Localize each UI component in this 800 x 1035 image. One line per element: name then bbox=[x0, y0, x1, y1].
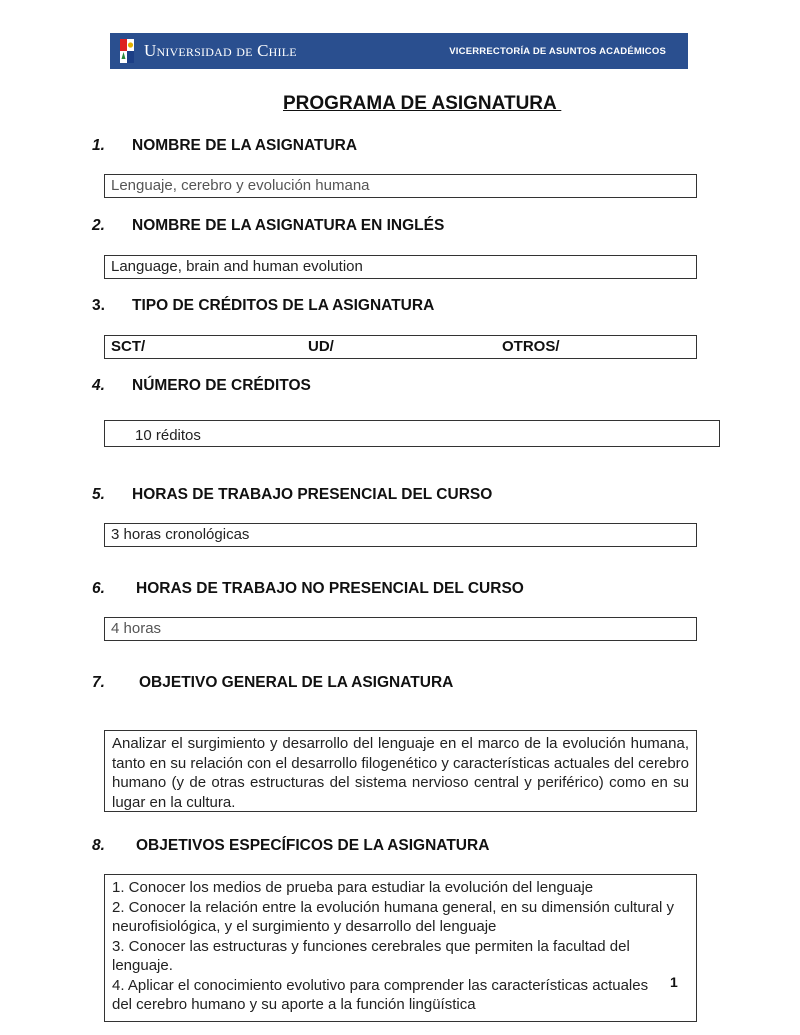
section-heading-5 bbox=[92, 486, 492, 504]
section-label: TIPO DE CRÉDITOS DE LA ASIGNATURA bbox=[132, 297, 435, 314]
section-label: NOMBRE DE LA ASIGNATURA bbox=[132, 137, 358, 154]
presential-hours-value: 3 horas cronológicas bbox=[111, 526, 250, 543]
section-number: 3. bbox=[92, 297, 105, 314]
section-number: 5. bbox=[92, 486, 105, 503]
credit-number-value: 10 réditos bbox=[135, 427, 201, 444]
specific-objective-item: 2. Conocer la relación entre la evolución humana general, en su dimensión cultural y neurofisiológica, y el surgimiento y desarrollo del lenguaje bbox=[112, 898, 674, 935]
general-objective-box bbox=[104, 730, 697, 812]
university-crest-icon bbox=[118, 38, 136, 64]
presential-hours-box bbox=[104, 523, 697, 547]
section-heading-1 bbox=[92, 137, 357, 155]
section-heading-6 bbox=[92, 580, 524, 598]
general-objective-text: Analizar el surgimiento y desarrollo del lenguaje en el marco de la evolución humana, tanto en su relación con el desarrollo filogenético y características actuales del cerebro humano (y de otras estructuras del sistema nervioso central y periférico) como en su lugar en la cultura. bbox=[112, 735, 689, 811]
section-number: 2. bbox=[92, 217, 105, 234]
section-heading-7 bbox=[92, 674, 453, 692]
university-name: Universidad de Chile bbox=[144, 41, 297, 60]
section-number: 4. bbox=[92, 377, 105, 394]
section-label: NOMBRE DE LA ASIGNATURA EN INGLÉS bbox=[132, 217, 445, 234]
subject-name-english-value: Language, brain and human evolution bbox=[111, 258, 363, 275]
section-label: HORAS DE TRABAJO NO PRESENCIAL DEL CURSO bbox=[136, 580, 524, 597]
specific-objective-item: 3. Conocer las estructuras y funciones cerebrales que permiten la facultad del lenguaje. bbox=[112, 937, 630, 974]
credit-type-ud: UD/ bbox=[308, 338, 334, 355]
specific-objective-item: 4. Aplicar el conocimiento evolutivo para comprender las características actuales del cerebro humano y su aporte a la función lingüística bbox=[112, 976, 649, 1013]
section-label: OBJETIVOS ESPECÍFICOS DE LA ASIGNATURA bbox=[136, 837, 490, 854]
page-number: 1 bbox=[670, 974, 678, 990]
section-heading-3 bbox=[92, 297, 434, 315]
credit-type-otros: OTROS/ bbox=[502, 338, 560, 355]
credit-number-box bbox=[104, 420, 720, 447]
university-logo bbox=[118, 38, 297, 64]
section-heading-2 bbox=[92, 217, 444, 235]
section-number: 8. bbox=[92, 837, 105, 854]
credit-type-sct: SCT/ bbox=[111, 338, 146, 355]
section-label: NÚMERO DE CRÉDITOS bbox=[132, 377, 311, 394]
section-number: 6. bbox=[92, 580, 105, 597]
specific-objectives-box bbox=[104, 874, 697, 1022]
vicerrectoria-label: VICERRECTORÍA DE ASUNTOS ACADÉMICOS bbox=[449, 45, 666, 57]
section-number: 7. bbox=[92, 674, 105, 691]
non-presential-hours-box bbox=[104, 617, 697, 641]
non-presential-hours-value: 4 horas bbox=[111, 620, 162, 637]
section-number: 1. bbox=[92, 137, 105, 154]
subject-name-value: Lenguaje, cerebro y evolución humana bbox=[111, 177, 370, 194]
section-label: OBJETIVO GENERAL DE LA ASIGNATURA bbox=[139, 674, 454, 691]
subject-name-box bbox=[104, 174, 697, 198]
section-label: HORAS DE TRABAJO PRESENCIAL DEL CURSO bbox=[132, 486, 493, 503]
page-title: PROGRAMA DE ASIGNATURA bbox=[283, 93, 562, 114]
subject-name-english-box bbox=[104, 255, 697, 279]
specific-objective-item: 1. Conocer los medios de prueba para estudiar la evolución del lenguaje bbox=[112, 879, 594, 896]
header-banner bbox=[110, 33, 688, 69]
credit-type-box bbox=[104, 335, 697, 359]
section-heading-8 bbox=[92, 837, 489, 855]
section-heading-4 bbox=[92, 377, 311, 395]
